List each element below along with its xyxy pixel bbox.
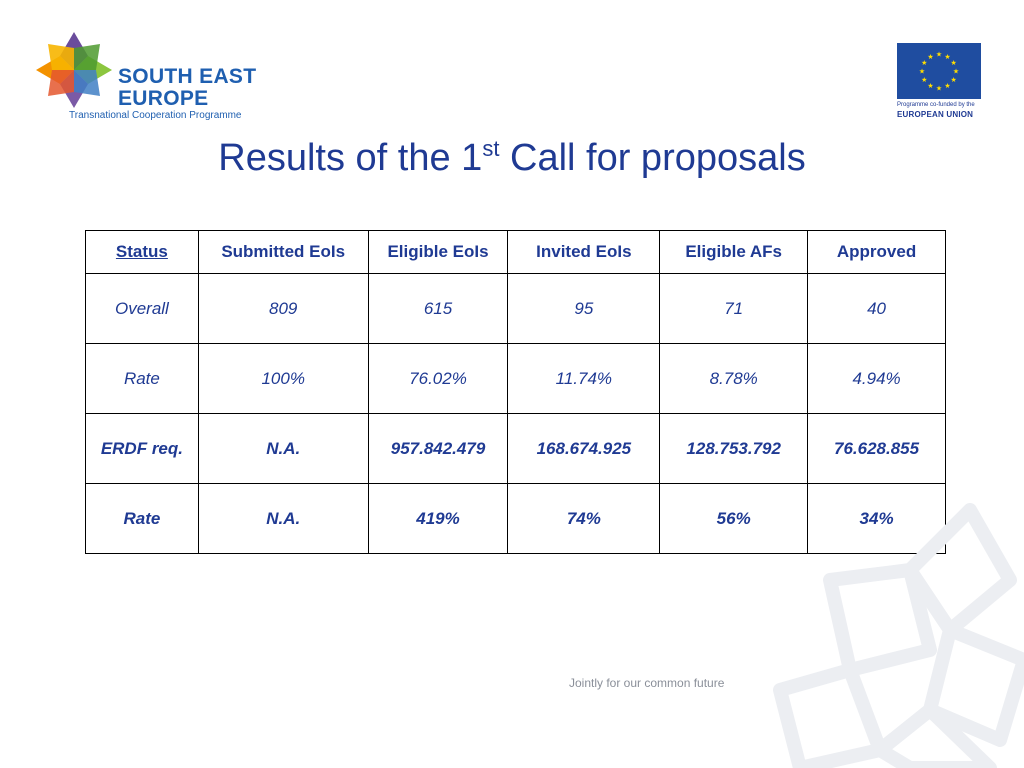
table-cell: 615 [368, 274, 508, 344]
title-rest: Call for proposals [499, 137, 806, 179]
header-eligible-eois: Eligible EoIs [368, 231, 508, 274]
eu-logo [897, 43, 987, 123]
eu-star-icon: ★ [921, 77, 928, 84]
eu-union-text: EUROPEAN UNION [897, 110, 974, 119]
table-cell: 71 [660, 274, 808, 344]
table-cell: 100% [198, 344, 368, 414]
decorative-flower-watermark-icon [760, 500, 1024, 768]
eu-star-icon: ★ [952, 68, 960, 76]
eu-star-icon: ★ [918, 68, 926, 76]
header-approved: Approved [808, 231, 946, 274]
table-cell: ERDF req. [86, 414, 199, 484]
header-status: Status [86, 231, 199, 274]
table-row [86, 274, 946, 344]
table-row [86, 344, 946, 414]
table-cell: 419% [368, 484, 508, 554]
table-cell: 8.78% [660, 344, 808, 414]
table-cell: 40 [808, 274, 946, 344]
logo-title-line1: SOUTH EAST [118, 65, 257, 88]
table-cell: Rate [86, 344, 199, 414]
eu-star-icon: ★ [935, 51, 943, 59]
table-cell: N.A. [198, 484, 368, 554]
table-row [86, 414, 946, 484]
table-cell: 957.842.479 [368, 414, 508, 484]
table-cell: Rate [86, 484, 199, 554]
table-cell: 56% [660, 484, 808, 554]
eu-star-icon: ★ [944, 53, 951, 61]
header-submitted-eois: Submitted EoIs [198, 231, 368, 274]
eu-star-icon: ★ [944, 83, 951, 91]
header-invited-eois: Invited EoIs [508, 231, 660, 274]
table-cell: 95 [508, 274, 660, 344]
header-eligible-afs: Eligible AFs [660, 231, 808, 274]
table-cell: 4.94% [808, 344, 946, 414]
eu-cofunded-text: Programme co-funded by the [897, 102, 975, 108]
table-cell: 76.628.855 [808, 414, 946, 484]
page-title [0, 137, 1024, 180]
eu-flag-icon [897, 43, 981, 99]
eu-star-icon: ★ [950, 77, 957, 84]
eu-star-icon: ★ [950, 60, 957, 67]
eu-star-icon: ★ [921, 60, 928, 67]
tagline: Jointly for our common future [569, 676, 725, 690]
table-cell: Overall [86, 274, 199, 344]
eu-star-icon: ★ [935, 85, 943, 93]
logo-subtitle: Transnational Cooperation Programme [69, 110, 242, 121]
table-cell: 34% [808, 484, 946, 554]
title-superscript: st [482, 136, 500, 161]
eu-star-icon: ★ [927, 83, 934, 91]
table-cell: 168.674.925 [508, 414, 660, 484]
table-cell: 809 [198, 274, 368, 344]
table-cell: 128.753.792 [660, 414, 808, 484]
table-cell: 76.02% [368, 344, 508, 414]
title-main: Results of the 1 [218, 137, 483, 179]
table-header-row [86, 231, 946, 274]
flower-logo-icon [34, 30, 114, 110]
logo-title-line2: EUROPE [118, 87, 209, 110]
table-cell: N.A. [198, 414, 368, 484]
eu-star-icon: ★ [927, 53, 934, 61]
table-cell: 11.74% [508, 344, 660, 414]
programme-logo [34, 30, 284, 125]
table-cell: 74% [508, 484, 660, 554]
